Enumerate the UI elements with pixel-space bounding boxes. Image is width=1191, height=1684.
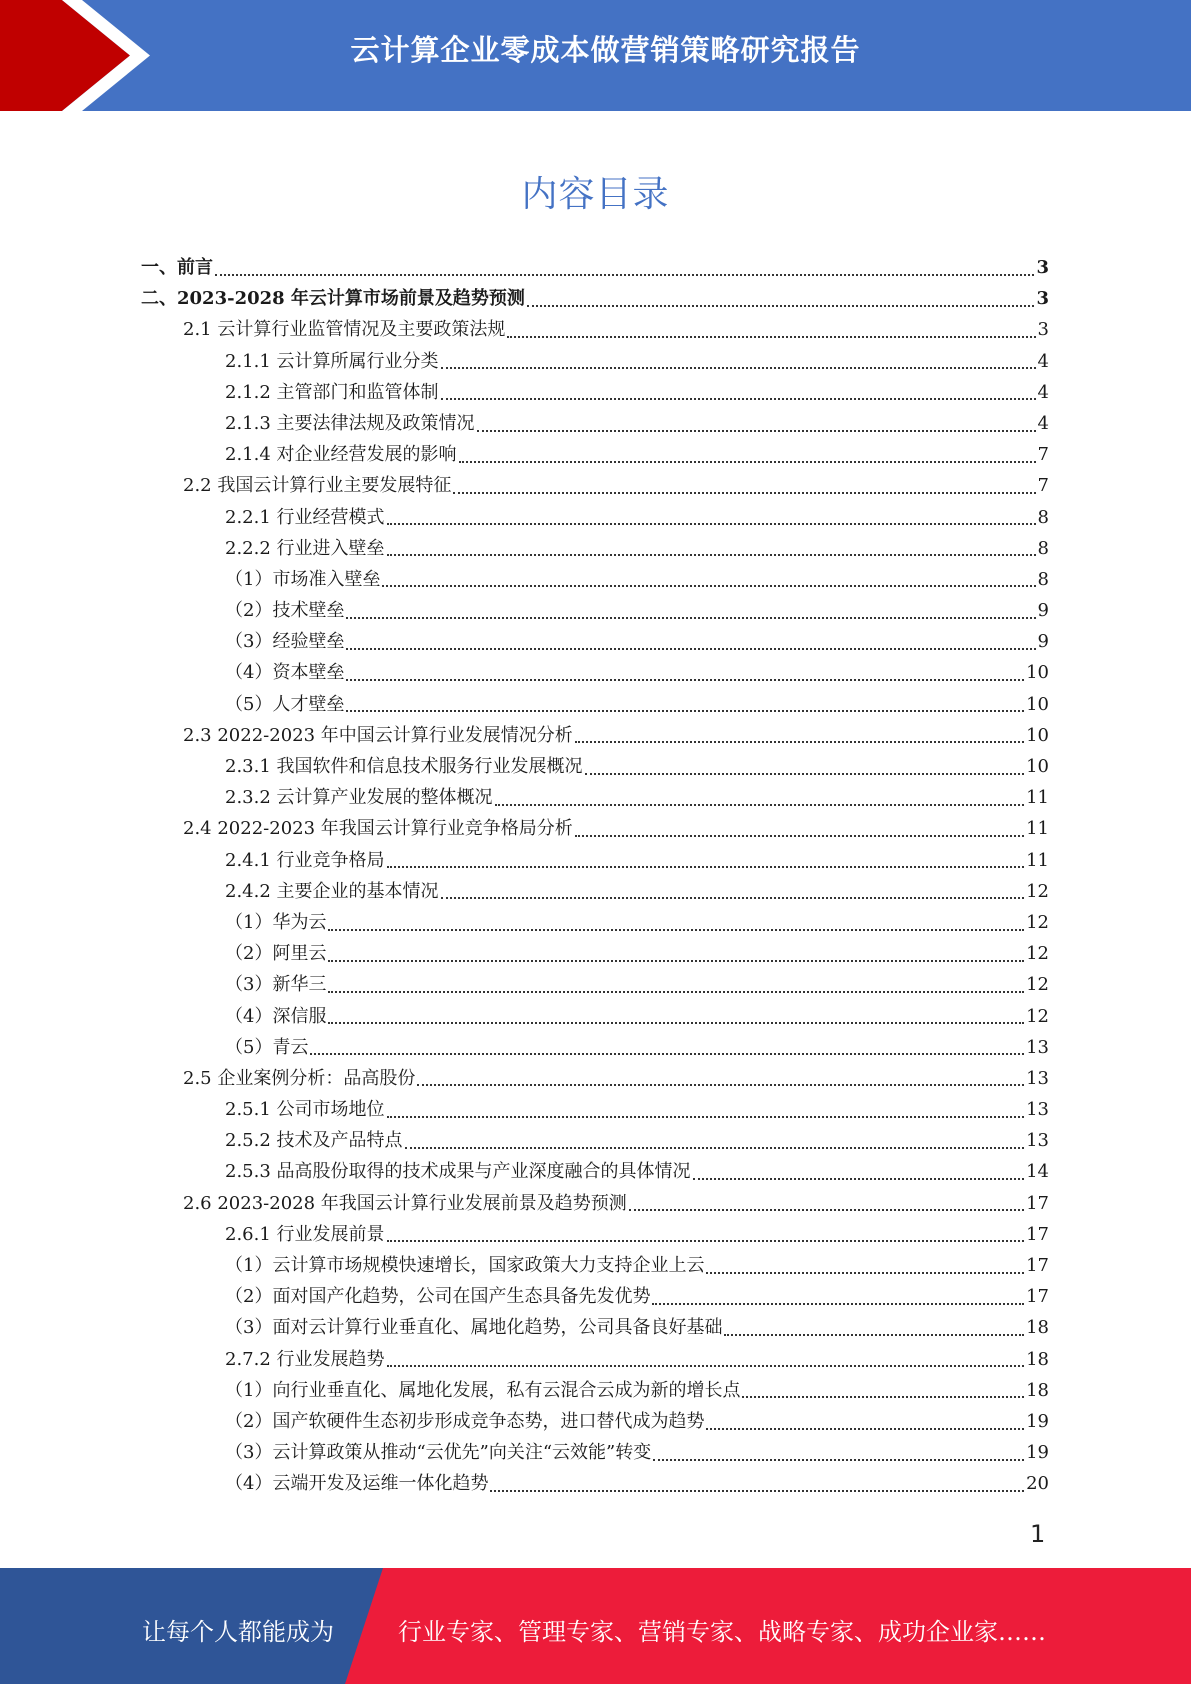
toc-leader-dots: [310, 1053, 1024, 1055]
toc-entry-text: （3）云计算政策从推动“云优先”向关注“云效能”转变: [225, 1442, 652, 1464]
toc-entry-text: （2）阿里云: [225, 943, 327, 965]
toc-entry-page: 17: [1026, 1255, 1049, 1276]
toc-entry[interactable]: [141, 534, 1049, 565]
toc-entry-page: 18: [1026, 1348, 1049, 1370]
toc-entry[interactable]: [141, 503, 1049, 534]
toc-leader-dots: [507, 336, 1035, 338]
page-footer: [0, 1568, 1191, 1684]
toc-entry[interactable]: [141, 783, 1049, 814]
toc-entry[interactable]: [141, 1438, 1049, 1469]
toc-entry[interactable]: [141, 315, 1049, 346]
toc-leader-dots: [328, 929, 1024, 931]
toc-entry-text: （2）面对国产化趋势，公司在国产生态具备先发优势: [225, 1286, 651, 1308]
toc-entry-text: （1）华为云: [225, 911, 327, 933]
toc-entry-text: 2.4 2022-2023 年我国云计算行业竞争格局分析: [183, 818, 573, 840]
toc-entry-page: 11: [1026, 849, 1049, 871]
toc-leader-dots: [490, 1490, 1024, 1492]
toc-entry-text: 2.6.1 行业发展前景: [225, 1223, 385, 1245]
toc-entry-text: 2.1.2 主管部门和监管体制: [225, 381, 439, 403]
toc-entry[interactable]: [141, 1313, 1049, 1344]
toc-leader-dots: [346, 617, 1035, 619]
toc-leader-dots: [495, 804, 1025, 806]
toc-entry-text: （4）深信服: [225, 1005, 327, 1027]
toc-leader-dots: [346, 710, 1024, 712]
toc-leader-dots: [346, 679, 1024, 681]
toc-entry-page: 10: [1026, 693, 1049, 715]
toc-entry-page: 7: [1037, 444, 1049, 466]
toc-entry[interactable]: [141, 877, 1049, 908]
toc-entry-page: 10: [1026, 756, 1049, 777]
toc-leader-dots: [215, 274, 1034, 276]
toc-entry-page: 17: [1026, 1286, 1049, 1308]
toc-entry-text: （4）云端开发及运维一体化趋势: [225, 1473, 489, 1495]
toc-entry-page: 17: [1026, 1192, 1049, 1214]
toc-entry[interactable]: [141, 627, 1049, 658]
toc-entry-page: 3: [1036, 288, 1049, 310]
toc-entry[interactable]: [141, 1064, 1049, 1095]
toc-entry-page: 12: [1026, 974, 1049, 996]
toc-entry[interactable]: [141, 814, 1049, 845]
toc-entry-page: 8: [1037, 537, 1049, 559]
toc-entry-page: 12: [1026, 880, 1049, 902]
toc-entry-text: 2.2.2 行业进入壁垒: [225, 537, 385, 559]
toc-entry-text: 二、2023-2028 年云计算市场前景及趋势预测: [141, 288, 525, 310]
toc-entry-text: 2.4.1 行业竞争格局: [225, 849, 385, 871]
toc-entry[interactable]: [141, 1189, 1049, 1220]
toc-entry-text: 2.1.3 主要法律法规及政策情况: [225, 412, 475, 434]
page-header: [0, 0, 1191, 111]
toc-entry-text: （1）云计算市场规模快速增长，国家政策大力支持企业上云: [225, 1255, 705, 1276]
toc-entry-page: 4: [1037, 350, 1049, 372]
toc-entry-page: 7: [1037, 475, 1049, 497]
toc-entry[interactable]: [141, 1033, 1049, 1064]
toc-entry-text: （2）技术壁垒: [225, 600, 345, 622]
toc-entry[interactable]: [141, 1376, 1049, 1407]
toc-leader-dots: [382, 585, 1035, 587]
toc-entry-text: 2.5.2 技术及产品特点: [225, 1130, 403, 1152]
toc-entry-page: 10: [1026, 662, 1049, 684]
toc-entry[interactable]: [141, 1251, 1049, 1282]
toc-leader-dots: [441, 367, 1036, 369]
toc-entry[interactable]: [141, 440, 1049, 471]
toc-leader-dots: [346, 648, 1035, 650]
toc-leader-dots: [706, 1272, 1024, 1274]
toc-entry-text: 2.6 2023-2028 年我国云计算行业发展前景及趋势预测: [183, 1192, 627, 1214]
toc-entry[interactable]: [141, 658, 1049, 689]
toc-entry-text: 2.3.1 我国软件和信息技术服务行业发展概况: [225, 756, 583, 777]
toc-entry[interactable]: [141, 378, 1049, 409]
toc-leader-dots: [575, 835, 1024, 837]
toc-entry[interactable]: [141, 970, 1049, 1001]
toc-leader-dots: [328, 1022, 1024, 1024]
toc-entry[interactable]: [141, 1095, 1049, 1126]
toc-entry[interactable]: [141, 690, 1049, 721]
toc-entry-page: 10: [1026, 724, 1049, 746]
toc-entry[interactable]: [141, 1407, 1049, 1438]
toc-entry-text: （3）面对云计算行业垂直化、属地化趋势，公司具备良好基础: [225, 1317, 723, 1339]
toc-leader-dots: [652, 1303, 1024, 1305]
toc-entry[interactable]: [141, 752, 1049, 783]
toc-leader-dots: [527, 305, 1035, 307]
toc-leader-dots: [387, 1240, 1025, 1242]
toc-entry-page: 12: [1026, 943, 1049, 965]
toc-leader-dots: [477, 430, 1036, 432]
toc-leader-dots: [575, 741, 1024, 743]
report-title: 云计算企业零成本做营销策略研究报告: [350, 33, 861, 67]
toc-leader-dots: [387, 523, 1036, 525]
toc-leader-dots: [387, 866, 1025, 868]
toc-entry-page: 18: [1026, 1379, 1049, 1401]
toc-entry-text: （3）新华三: [225, 974, 327, 996]
toc-entry[interactable]: [141, 939, 1049, 970]
toc-leader-dots: [328, 960, 1024, 962]
toc-entry-page: 8: [1037, 568, 1049, 590]
toc-entry[interactable]: [141, 721, 1049, 752]
toc-leader-dots: [387, 554, 1036, 556]
toc-entry-text: 2.1 云计算行业监管情况及主要政策法规: [183, 319, 506, 341]
toc-entry-page: 18: [1026, 1317, 1049, 1339]
toc-entry-page: 4: [1037, 381, 1049, 403]
toc-entry-page: 20: [1026, 1473, 1049, 1495]
toc-leader-dots: [441, 398, 1036, 400]
toc-entry[interactable]: [141, 409, 1049, 440]
toc-entry-page: 13: [1026, 1036, 1049, 1058]
toc-entry-text: 2.3.2 云计算产业发展的整体概况: [225, 787, 493, 809]
toc-entry-page: 19: [1026, 1410, 1049, 1432]
toc-entry[interactable]: [141, 596, 1049, 627]
toc-entry[interactable]: [141, 1002, 1049, 1033]
toc-leader-dots: [417, 1084, 1024, 1086]
toc-leader-dots: [693, 1178, 1025, 1180]
toc-entry[interactable]: [141, 1126, 1049, 1157]
toc-entry-page: 14: [1026, 1161, 1049, 1183]
toc-leader-dots: [629, 1209, 1024, 1211]
toc-entry-text: 一、前言: [141, 257, 213, 278]
toc-entry-text: 2.1.1 云计算所属行业分类: [225, 350, 439, 372]
toc-entry-text: （5）青云: [225, 1036, 309, 1058]
toc-entry[interactable]: [141, 846, 1049, 877]
toc-entry-text: （2）国产软硬件生态初步形成竞争态势，进口替代成为趋势: [225, 1410, 705, 1432]
toc-entry-page: 9: [1037, 631, 1049, 653]
toc-entry[interactable]: [141, 347, 1049, 378]
toc-entry[interactable]: [141, 1157, 1049, 1188]
toc-entry-page: 4: [1037, 412, 1049, 434]
toc-entry[interactable]: [141, 253, 1049, 284]
toc-heading: 内容目录: [521, 174, 670, 215]
toc-entry-page: 3: [1037, 319, 1049, 341]
toc-entry[interactable]: [141, 1469, 1049, 1500]
table-of-contents: [141, 253, 1049, 1501]
toc-entry-text: （1）市场准入壁垒: [225, 568, 381, 590]
toc-entry-text: 2.2.1 行业经营模式: [225, 506, 385, 528]
toc-entry-page: 13: [1026, 1099, 1049, 1121]
toc-entry-page: 11: [1026, 818, 1049, 840]
toc-entry-text: （1）向行业垂直化、属地化发展，私有云混合云成为新的增长点: [225, 1379, 741, 1401]
toc-entry-text: （5）人才壁垒: [225, 693, 345, 715]
toc-leader-dots: [653, 1459, 1024, 1461]
toc-entry-text: 2.1.4 对企业经营发展的影响: [225, 444, 457, 466]
toc-leader-dots: [328, 991, 1024, 993]
toc-entry-text: 2.2 我国云计算行业主要发展特征: [183, 475, 452, 497]
toc-entry-page: 12: [1026, 1005, 1049, 1027]
toc-leader-dots: [441, 897, 1025, 899]
toc-entry-page: 12: [1026, 911, 1049, 933]
toc-leader-dots: [742, 1396, 1024, 1398]
toc-entry[interactable]: [141, 908, 1049, 939]
toc-entry-text: 2.7.2 行业发展趋势: [225, 1348, 385, 1370]
toc-leader-dots: [585, 773, 1025, 775]
toc-leader-dots: [387, 1365, 1025, 1367]
toc-entry-page: 9: [1037, 600, 1049, 622]
toc-leader-dots: [706, 1428, 1024, 1430]
toc-entry[interactable]: [141, 565, 1049, 596]
toc-entry-page: 13: [1026, 1067, 1049, 1089]
toc-entry-page: 13: [1026, 1130, 1049, 1152]
footer-slogan-left: 让每个人都能成为: [142, 1618, 334, 1646]
toc-entry-page: 8: [1037, 506, 1049, 528]
toc-entry-page: 19: [1026, 1442, 1049, 1464]
toc-leader-dots: [405, 1147, 1025, 1149]
toc-entry-text: （4）资本壁垒: [225, 662, 345, 684]
page-number: 1: [1030, 1520, 1046, 1548]
toc-entry-page: 11: [1026, 787, 1049, 809]
toc-entry-text: （3）经验壁垒: [225, 631, 345, 653]
toc-entry-text: 2.5.3 品高股份取得的技术成果与产业深度融合的具体情况: [225, 1161, 691, 1183]
toc-leader-dots: [724, 1334, 1024, 1336]
toc-entry[interactable]: [141, 284, 1049, 315]
toc-entry-text: 2.3 2022-2023 年中国云计算行业发展情况分析: [183, 724, 573, 746]
toc-leader-dots: [387, 1116, 1025, 1118]
toc-entry[interactable]: [141, 1220, 1049, 1251]
toc-entry[interactable]: [141, 1345, 1049, 1376]
toc-entry-text: 2.5.1 公司市场地位: [225, 1099, 385, 1121]
toc-entry[interactable]: [141, 1282, 1049, 1313]
toc-entry-text: 2.5 企业案例分析：品高股份: [183, 1067, 416, 1089]
toc-leader-dots: [459, 461, 1036, 463]
toc-entry-page: 3: [1036, 257, 1049, 278]
toc-leader-dots: [453, 492, 1035, 494]
toc-entry-text: 2.4.2 主要企业的基本情况: [225, 880, 439, 902]
toc-entry-page: 17: [1026, 1223, 1049, 1245]
footer-slogan-right: 行业专家、管理专家、营销专家、战略专家、成功企业家……: [398, 1618, 1046, 1646]
toc-entry[interactable]: [141, 471, 1049, 502]
